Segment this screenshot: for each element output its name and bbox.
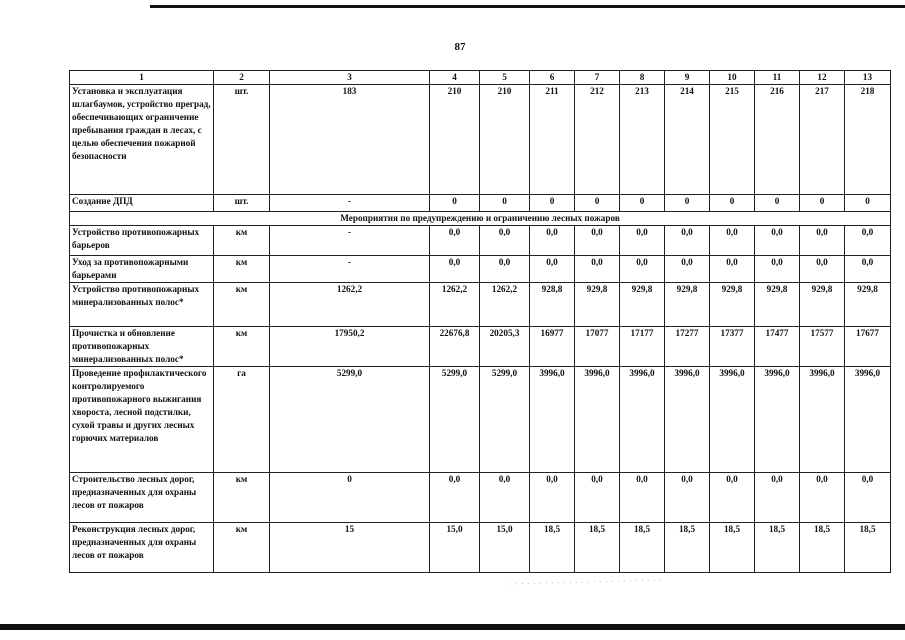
value-cell: 929,8 <box>575 283 620 327</box>
value-cell: 929,8 <box>800 283 845 327</box>
value-cell: 5299,0 <box>430 367 480 473</box>
value-cell: 18,5 <box>665 523 710 573</box>
value-cell: 17277 <box>665 327 710 367</box>
value-cell: 0,0 <box>845 256 891 283</box>
value-cell: 0 <box>845 195 891 212</box>
value-cell: 218 <box>845 85 891 195</box>
value-cell: 5299,0 <box>480 367 530 473</box>
measure-name: Реконструкция лесных дорог, предназначенных для охраны лесов от пожаров <box>70 523 214 573</box>
value-cell: 0 <box>710 195 755 212</box>
table-row <box>70 283 891 327</box>
value-cell: 214 <box>665 85 710 195</box>
table-row <box>70 256 891 283</box>
measure-name: Устройство противопожарных барьеров <box>70 226 214 256</box>
value-cell: 15,0 <box>430 523 480 573</box>
value-cell: 3996,0 <box>665 367 710 473</box>
value-cell: 0 <box>530 195 575 212</box>
value-cell: 17950,2 <box>270 327 430 367</box>
value-cell: 217 <box>800 85 845 195</box>
value-cell: 0 <box>575 195 620 212</box>
value-cell: 929,8 <box>620 283 665 327</box>
value-cell: 928,8 <box>530 283 575 327</box>
value-cell: 17577 <box>800 327 845 367</box>
header-cell: 12 <box>800 71 845 85</box>
value-cell: 3996,0 <box>530 367 575 473</box>
value-cell: 0,0 <box>800 473 845 523</box>
value-cell: 0,0 <box>575 473 620 523</box>
value-cell: 0,0 <box>575 256 620 283</box>
value-cell: 0,0 <box>755 256 800 283</box>
value-cell: 18,5 <box>620 523 665 573</box>
value-cell: 216 <box>755 85 800 195</box>
unit-cell: га <box>214 367 270 473</box>
header-cell: 10 <box>710 71 755 85</box>
value-cell: 0,0 <box>710 226 755 256</box>
value-cell: 183 <box>270 85 430 195</box>
value-cell: 0,0 <box>620 226 665 256</box>
value-cell: 0,0 <box>430 473 480 523</box>
value-cell: 929,8 <box>710 283 755 327</box>
value-cell: 20205,3 <box>480 327 530 367</box>
value-cell: 0,0 <box>575 226 620 256</box>
value-cell: 0,0 <box>800 226 845 256</box>
measure-name: Прочистка и обновление противопожарных минерализованных полос* <box>70 327 214 367</box>
header-cell: 13 <box>845 71 891 85</box>
section-title: Мероприятия по предупреждению и ограничению лесных пожаров <box>70 212 891 226</box>
value-cell: 16977 <box>530 327 575 367</box>
value-cell: 213 <box>620 85 665 195</box>
value-cell: 0,0 <box>845 473 891 523</box>
value-cell: 0,0 <box>620 256 665 283</box>
value-cell: 18,5 <box>755 523 800 573</box>
value-cell: 0,0 <box>480 473 530 523</box>
unit-cell: км <box>214 327 270 367</box>
value-cell: 929,8 <box>845 283 891 327</box>
value-cell: 0,0 <box>480 256 530 283</box>
value-cell: 5299,0 <box>270 367 430 473</box>
table-row <box>70 523 891 573</box>
value-cell: 0,0 <box>480 226 530 256</box>
header-cell: 1 <box>70 71 214 85</box>
table-row <box>70 195 891 212</box>
value-cell: 929,8 <box>665 283 710 327</box>
header-cell: 9 <box>665 71 710 85</box>
value-cell: 18,5 <box>530 523 575 573</box>
value-cell: 18,5 <box>710 523 755 573</box>
value-cell: 17477 <box>755 327 800 367</box>
header-cell: 11 <box>755 71 800 85</box>
value-cell: 1262,2 <box>430 283 480 327</box>
value-cell: 0 <box>480 195 530 212</box>
unit-cell: км <box>214 226 270 256</box>
value-cell: 0,0 <box>755 226 800 256</box>
value-cell: 0,0 <box>665 226 710 256</box>
value-cell: 0,0 <box>620 473 665 523</box>
value-cell: 15 <box>270 523 430 573</box>
value-cell: 3996,0 <box>800 367 845 473</box>
value-cell: 17077 <box>575 327 620 367</box>
value-cell: 18,5 <box>800 523 845 573</box>
value-cell: 3996,0 <box>575 367 620 473</box>
value-cell: 3996,0 <box>620 367 665 473</box>
value-cell: 210 <box>480 85 530 195</box>
value-cell: 0,0 <box>530 226 575 256</box>
value-cell: - <box>270 226 430 256</box>
value-cell: 1262,2 <box>270 283 430 327</box>
value-cell: 0 <box>755 195 800 212</box>
value-cell: 15,0 <box>480 523 530 573</box>
table-row <box>70 473 891 523</box>
value-cell: 18,5 <box>845 523 891 573</box>
value-cell: 1262,2 <box>480 283 530 327</box>
scan-dots <box>508 576 668 590</box>
value-cell: 0,0 <box>710 473 755 523</box>
top-rule <box>150 5 905 8</box>
unit-cell: км <box>214 473 270 523</box>
unit-cell: км <box>214 283 270 327</box>
value-cell: 210 <box>430 85 480 195</box>
unit-cell: шт. <box>214 85 270 195</box>
value-cell: 0,0 <box>430 226 480 256</box>
value-cell: 0,0 <box>710 256 755 283</box>
header-cell: 6 <box>530 71 575 85</box>
value-cell: 212 <box>575 85 620 195</box>
value-cell: 17377 <box>710 327 755 367</box>
value-cell: 0 <box>430 195 480 212</box>
measure-name: Создание ДПД <box>70 195 214 212</box>
value-cell: 0,0 <box>845 226 891 256</box>
data-table <box>69 70 891 573</box>
value-cell: 0 <box>270 473 430 523</box>
value-cell: 0,0 <box>665 256 710 283</box>
unit-cell: км <box>214 256 270 283</box>
value-cell: 215 <box>710 85 755 195</box>
value-cell: 0 <box>665 195 710 212</box>
value-cell: 18,5 <box>575 523 620 573</box>
value-cell: 0 <box>800 195 845 212</box>
value-cell: - <box>270 195 430 212</box>
table-row <box>70 327 891 367</box>
header-cell: 4 <box>430 71 480 85</box>
value-cell: 17177 <box>620 327 665 367</box>
value-cell: 0,0 <box>530 473 575 523</box>
value-cell: 17677 <box>845 327 891 367</box>
bottom-rule <box>0 624 905 630</box>
page-number: 87 <box>454 41 466 53</box>
value-cell: 3996,0 <box>755 367 800 473</box>
value-cell: 0,0 <box>530 256 575 283</box>
measure-name: Строительство лесных дорог, предназначенных для охраны лесов от пожаров <box>70 473 214 523</box>
measure-name: Установка и эксплуатация шлагбаумов, устройство преград, обеспечивающих ограничение пребывания граждан в лесах, с целью обеспечения пожарной безопасности <box>70 85 214 195</box>
header-cell: 8 <box>620 71 665 85</box>
unit-cell: шт. <box>214 195 270 212</box>
header-row <box>70 71 891 85</box>
header-cell: 7 <box>575 71 620 85</box>
value-cell: 0,0 <box>800 256 845 283</box>
value-cell: 22676,8 <box>430 327 480 367</box>
table-row <box>70 85 891 195</box>
value-cell: 3996,0 <box>710 367 755 473</box>
unit-cell: км <box>214 523 270 573</box>
header-cell: 2 <box>214 71 270 85</box>
table-row <box>70 226 891 256</box>
measure-name: Уход за противопожарными барьерами <box>70 256 214 283</box>
value-cell: 3996,0 <box>845 367 891 473</box>
measure-name: Проведение профилактического контролируемого противопожарного выжигания хвороста, лесной подстилки, сухой травы и других лесных горючих материалов <box>70 367 214 473</box>
measure-name: Устройство противопожарных минерализованных полос* <box>70 283 214 327</box>
value-cell: 0,0 <box>665 473 710 523</box>
value-cell: 929,8 <box>755 283 800 327</box>
value-cell: - <box>270 256 430 283</box>
table-row <box>70 367 891 473</box>
header-cell: 3 <box>270 71 430 85</box>
section-row <box>70 212 891 226</box>
value-cell: 0,0 <box>430 256 480 283</box>
value-cell: 211 <box>530 85 575 195</box>
value-cell: 0 <box>620 195 665 212</box>
header-cell: 5 <box>480 71 530 85</box>
value-cell: 0,0 <box>755 473 800 523</box>
